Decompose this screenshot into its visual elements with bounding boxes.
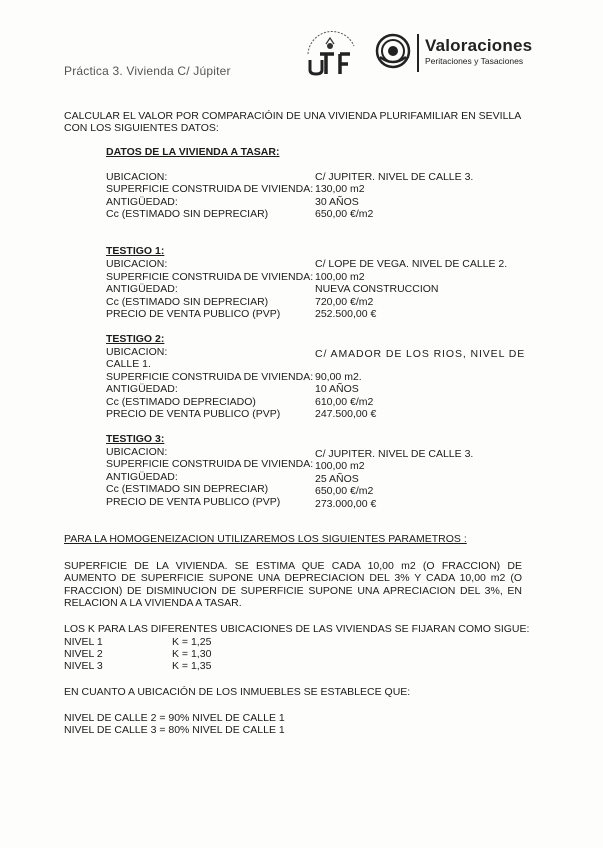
- testigo2-value: 90,00 m2.: [315, 371, 362, 383]
- testigo1-value: 100,00 m2: [315, 271, 365, 283]
- nivel-rule: NIVEL DE CALLE 3 = 80% NIVEL DE CALLE 1: [64, 724, 285, 736]
- homog-ubic-intro: EN CUANTO A UBICACIÓN DE LOS INMUEBLES SE ESTABLECE QUE:: [64, 686, 411, 698]
- testigo2-value: C/ AMADOR DE LOS RIOS, NIVEL DE: [315, 348, 526, 360]
- testigo1-label: SUPERFICIE CONSTRUIDA DE VIVIENDA:: [106, 271, 314, 283]
- testigo2-label: SUPERFICIE CONSTRUIDA DE VIVIENDA:: [106, 371, 314, 383]
- testigo3-value: 100,00 m2: [315, 460, 365, 472]
- nivel-label: NIVEL 1: [64, 636, 103, 648]
- vivienda-label: UBICACION:: [106, 171, 168, 183]
- testigo2-value: 247.500,00 €: [315, 408, 377, 420]
- brand-name: Valoraciones: [425, 36, 533, 55]
- nivel-label: NIVEL 2: [64, 648, 103, 660]
- testigo2-value: 610,00 €/m2: [315, 396, 374, 408]
- vivienda-value: C/ JUPITER. NIVEL DE CALLE 3.: [315, 171, 474, 183]
- testigo1-value: 252.500,00 €: [315, 308, 377, 320]
- testigo2-label: UBICACION:: [106, 346, 168, 358]
- university-seal-icon: [300, 24, 362, 76]
- testigo3-label: UBICACION:: [106, 446, 168, 458]
- testigo3-label: Cc (ESTIMADO SIN DEPRECIAR): [106, 483, 269, 495]
- testigo1-label: ANTIGÜEDAD:: [106, 283, 178, 295]
- testigo2-label: ANTIGÜEDAD:: [106, 383, 178, 395]
- nivel-label: NIVEL 3: [64, 660, 103, 672]
- brand-tagline: Peritaciones y Tasaciones: [425, 56, 524, 66]
- vivienda-label: Cc (ESTIMADO SIN DEPRECIAR): [106, 208, 269, 220]
- testigo2-value: 10 AÑOS: [315, 383, 359, 395]
- testigo1-label: Cc (ESTIMADO SIN DEPRECIAR): [106, 296, 269, 308]
- testigo3-heading: TESTIGO 3:: [106, 433, 165, 445]
- testigo2-label: Cc (ESTIMADO DEPRECIADO): [106, 396, 256, 408]
- vivienda-label: ANTIGÜEDAD:: [106, 196, 178, 208]
- vivienda-label: SUPERFICIE CONSTRUIDA DE VIVIENDA:: [106, 183, 314, 195]
- testigo3-value: 25 AÑOS: [315, 473, 359, 485]
- testigo1-value: C/ LOPE DE VEGA. NIVEL DE CALLE 2.: [315, 258, 508, 270]
- testigo1-label: PRECIO DE VENTA PUBLICO (PVP): [106, 308, 281, 320]
- vivienda-value: 30 AÑOS: [315, 196, 359, 208]
- testigo2-label: PRECIO DE VENTA PUBLICO (PVP): [106, 408, 281, 420]
- intro-text: CALCULAR EL VALOR POR COMPARACIÓIN DE UNA VIVIENDA PLURIFAMILIAR EN SEVILLA CON LOS SIGUIENTES DATOS:: [64, 110, 521, 135]
- nivel-k-value: K = 1,25: [172, 636, 212, 648]
- nivel-k-value: K = 1,35: [172, 660, 212, 672]
- logo-divider: [417, 34, 419, 72]
- testigo3-value: C/ JUPITER. NIVEL DE CALLE 3.: [315, 448, 474, 460]
- homog-k-intro: LOS K PARA LAS DIFERENTES UBICACIONES DE LAS VIVIENDAS SE FIJARAN COMO SIGUE:: [64, 623, 530, 635]
- vivienda-heading: DATOS DE LA VIVIENDA A TASAR:: [106, 146, 280, 158]
- testigo3-label: SUPERFICIE CONSTRUIDA DE VIVIENDA:: [106, 458, 314, 470]
- testigo1-value: NUEVA CONSTRUCCION: [315, 283, 439, 295]
- nivel-rule: NIVEL DE CALLE 2 = 90% NIVEL DE CALLE 1: [64, 712, 285, 724]
- vivienda-value: 650,00 €/m2: [315, 208, 374, 220]
- homog-superficie-text: SUPERFICIE DE LA VIVIENDA. SE ESTIMA QUE CADA 10,00 m2 (O FRACCION) DE AUMENTO DE SUPERFICIE SUPONE UNA DEPRECIACION DEL 3% Y CADA 10,00 m2 (O FRACCION) DE DISMINUCION DE SUPERFICIE SUPONE UNA APRECIACION DEL 3%, EN RELACION A LA VIVIENDA A TASAR.: [64, 560, 522, 610]
- testigo1-value: 720,00 €/m2: [315, 296, 374, 308]
- testigo2-value-cont: CALLE 1.: [106, 358, 151, 370]
- testigo3-label: ANTIGÜEDAD:: [106, 471, 178, 483]
- vivienda-value: 130,00 m2: [315, 183, 365, 195]
- testigo1-label: UBICACION:: [106, 258, 168, 270]
- homog-heading: PARA LA HOMOGENEIZACION UTILIZAREMOS LOS SIGUIENTES PARAMETROS :: [64, 533, 467, 545]
- nivel-k-value: K = 1,30: [172, 648, 212, 660]
- testigo3-value: 650,00 €/m2: [315, 485, 374, 497]
- page-header-title: Práctica 3. Vivienda C/ Júpiter: [64, 64, 231, 78]
- testigo1-heading: TESTIGO 1:: [106, 245, 165, 257]
- valoraciones-logo-icon: [375, 33, 411, 69]
- testigo3-value: 273.000,00 €: [315, 498, 377, 510]
- testigo3-label: PRECIO DE VENTA PUBLICO (PVP): [106, 496, 281, 508]
- testigo2-heading: TESTIGO 2:: [106, 333, 165, 345]
